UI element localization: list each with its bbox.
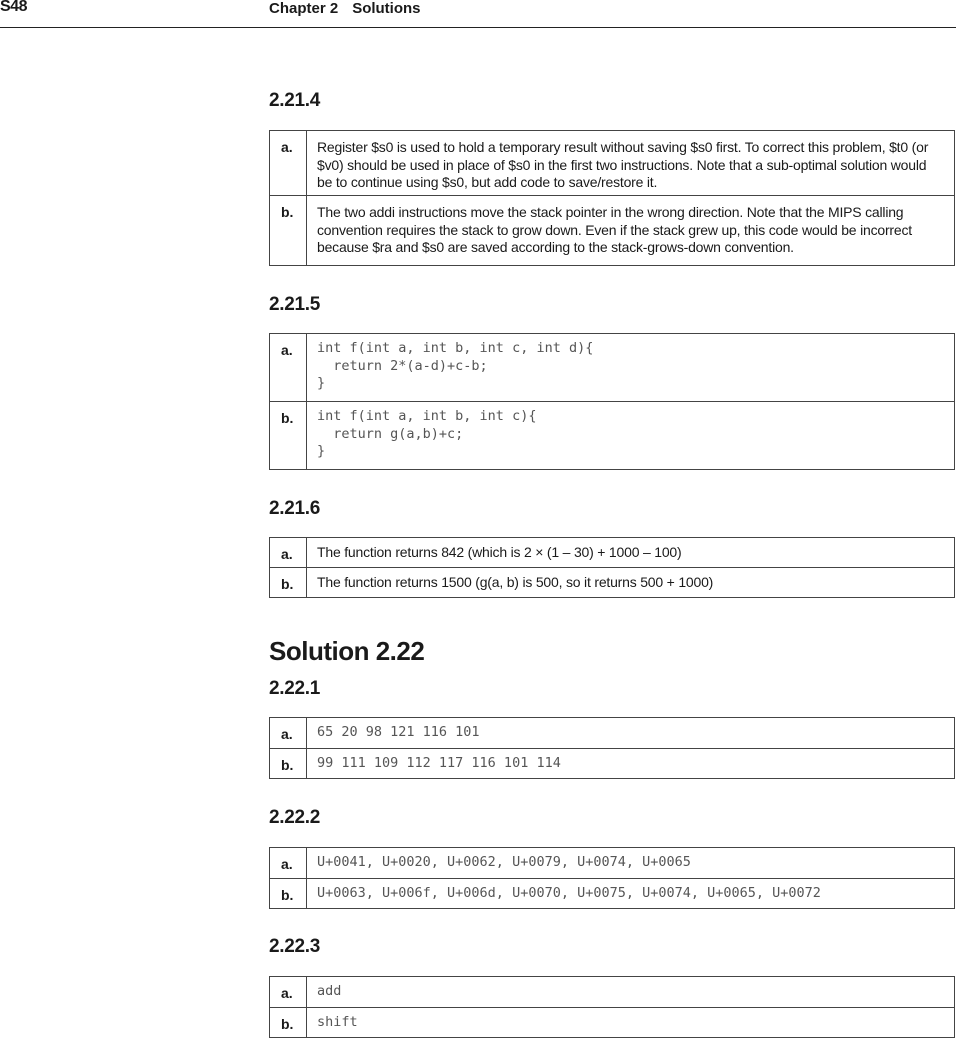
- table-row: [270, 402, 955, 470]
- heading-2-22-3: 2.22.3: [269, 936, 321, 957]
- row-code: U+0041, U+0020, U+0062, U+0079, U+0074, U+0065: [307, 848, 955, 879]
- page-header: [0, 0, 956, 28]
- row-code: shift: [307, 1008, 955, 1038]
- row-text: Register $s0 is used to hold a temporary result without saving $s0 first. To correct this problem, $t0 (or $v0) should be used in place of $s0 in the first two instructions. Note that a sub-optimal solution would be to continue using $s0, but add code to save/restore it.: [307, 131, 955, 196]
- heading-2-22-1: 2.22.1: [269, 678, 321, 699]
- heading-2-21-4: 2.21.4: [269, 90, 321, 111]
- row-code: int f(int a, int b, int c){ return g(a,b)+c; }: [307, 402, 955, 470]
- table-2-22-3: [269, 976, 955, 1038]
- heading-2-21-6: 2.21.6: [269, 498, 321, 519]
- row-label: b.: [270, 1008, 307, 1038]
- table-row: [270, 131, 955, 196]
- row-code: U+0063, U+006f, U+006d, U+0070, U+0075, U+0074, U+0065, U+0072: [307, 879, 955, 909]
- solution-title: Solution 2.22: [269, 636, 425, 666]
- page-number: S48: [0, 0, 27, 15]
- row-label: b.: [270, 196, 307, 266]
- row-label: a.: [270, 334, 307, 402]
- row-label: a.: [270, 848, 307, 879]
- table-row: [270, 718, 955, 749]
- row-label: a.: [270, 718, 307, 749]
- chapter-title: [269, 0, 421, 17]
- table-row: [270, 196, 955, 266]
- table-row: [270, 334, 955, 402]
- table-row: [270, 848, 955, 879]
- table-row: [270, 879, 955, 909]
- row-label: a.: [270, 131, 307, 196]
- table-2-22-1: [269, 717, 955, 779]
- heading-2-22-2: 2.22.2: [269, 807, 321, 828]
- heading-2-21-5: 2.21.5: [269, 294, 321, 315]
- row-text: The function returns 842 (which is 2 × (1 – 30) + 1000 – 100): [307, 538, 955, 568]
- row-label: a.: [270, 977, 307, 1008]
- row-label: b.: [270, 402, 307, 470]
- row-text: The function returns 1500 (g(a, b) is 500, so it returns 500 + 1000): [307, 568, 955, 598]
- row-code: 65 20 98 121 116 101: [307, 718, 955, 749]
- table-row: [270, 568, 955, 598]
- row-code: add: [307, 977, 955, 1008]
- row-text: The two addi instructions move the stack pointer in the wrong direction. Note that the MIPS calling convention requires the stack to grow down. Even if the stack grew up, this code would be incorrect because $ra and $s0 are saved according to the stack-grows-down convention.: [307, 196, 955, 266]
- row-label: b.: [270, 879, 307, 909]
- row-label: a.: [270, 538, 307, 568]
- table-row: [270, 749, 955, 779]
- row-label: b.: [270, 749, 307, 779]
- table-row: [270, 977, 955, 1008]
- row-code: 99 111 109 112 117 116 101 114: [307, 749, 955, 779]
- chapter-number: Chapter 2: [269, 0, 339, 17]
- table-row: [270, 1008, 955, 1038]
- chapter-name: Solutions: [352, 0, 421, 17]
- table-row: [270, 538, 955, 568]
- table-2-21-5: [269, 333, 955, 470]
- table-2-22-2: [269, 847, 955, 909]
- table-2-21-4: [269, 130, 955, 266]
- row-label: b.: [270, 568, 307, 598]
- row-code: int f(int a, int b, int c, int d){ return 2*(a-d)+c-b; }: [307, 334, 955, 402]
- table-2-21-6: [269, 537, 955, 598]
